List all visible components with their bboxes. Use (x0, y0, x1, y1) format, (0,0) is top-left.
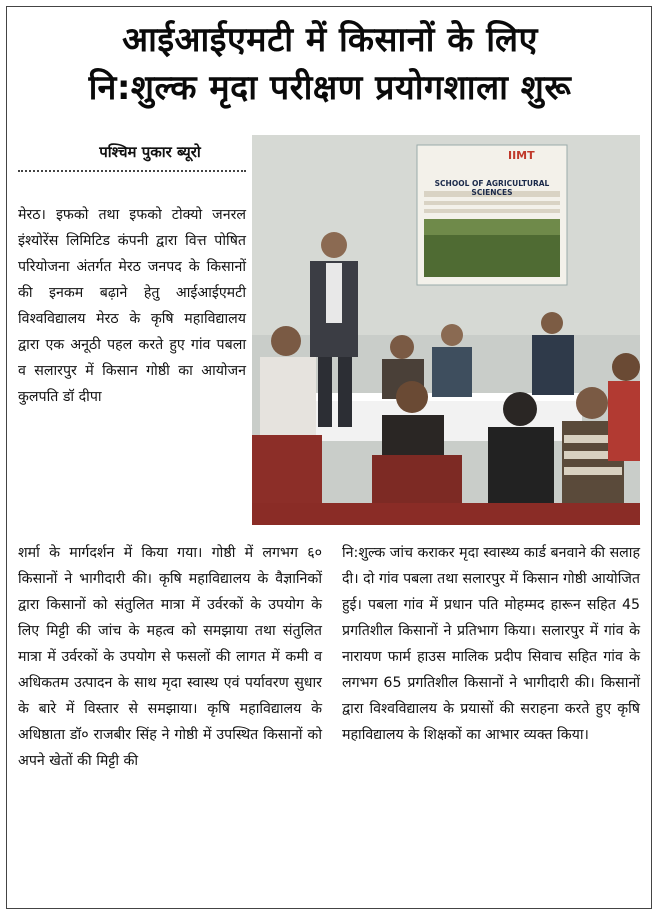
article-paragraph: शर्मा के मार्गदर्शन में किया गया। गोष्ठी में लगभग ६० किसानों ने भागीदारी की। कृषि महाविद्यालय के वैज्ञानिकों द्वारा किसानों को संतुलित मात्रा में उर्वरकों के उपयोग के लिए मिट्टी की जांच के महत्व को समझाया तथा संतुलित मात्रा में उर्वरकों के उपयोग से फसलों की लागत में कमी व अधिकतम उत्पादन के साथ मृदा स्वास्थ एवं पर्यावरण सुधार के बारे में विस्तार से समझाया। कृषि महाविद्यालय के अधिष्ठाता डॉ० राजबीर सिंह ने गोष्ठी में उपस्थित किसानों को अपने खेतों की मिट्टी की (18, 545, 322, 769)
byline: पश्चिम पुकार ब्यूरो (99, 143, 201, 161)
article-column-left (18, 540, 322, 774)
article-paragraph: नि:शुल्क जांच कराकर मृदा स्वास्थ्य कार्ड बनवाने की सलाह दी। दो गांव पबला तथा सलारपुर में किसान गोष्ठी आयोजित हुई। पबला गांव में प्रधान पति मोहम्मद हारून सहित 45 प्रगतिशील किसानों ने प्रतिभाग किया। सलारपुर में गांव के नारायण फार्म हाउस मालिक प्रदीप सिवाच सहित गांव के लगभग 65 प्रगतिशील किसानों ने भागीदारी की। किसानों द्वारा विश्वविद्यालय के प्रयासों की सराहना करते हुए कृषि महाविद्यालय के शिक्षकों का आभार व्यक्त किया। (342, 545, 640, 743)
article-column-top (18, 202, 246, 410)
headline-line-2: नि:शुल्क मृदा परीक्षण प्रयोगशाला शुरू (88, 68, 572, 108)
article-paragraph: मेरठ। इफको तथा इफको टोक्यो जनरल इंश्योरेंस लिमिटिड कंपनी द्वारा वित्त पोषित परियोजना अंतर्गत मेरठ जनपद के किसानों की इनकम बढ़ाने हेतु आईआईएमटी विश्वविद्यालय मेरठ के कृषि महाविद्यालय द्वारा एक अनूठी पहल करते हुए गांव पबला व सलारपुर में किसान गोष्ठी का आयोजन कुलपति डॉ दीपा (18, 207, 246, 405)
event-photo (252, 135, 640, 525)
headline-line-1: आईआईएमटी में किसानों के लिए (122, 20, 538, 60)
banner-title: SCHOOL OF AGRICULTURAL SCIENCES (434, 179, 550, 197)
banner-logo: IIMT (508, 149, 535, 162)
byline-divider (18, 170, 246, 172)
article-column-right (342, 540, 640, 748)
